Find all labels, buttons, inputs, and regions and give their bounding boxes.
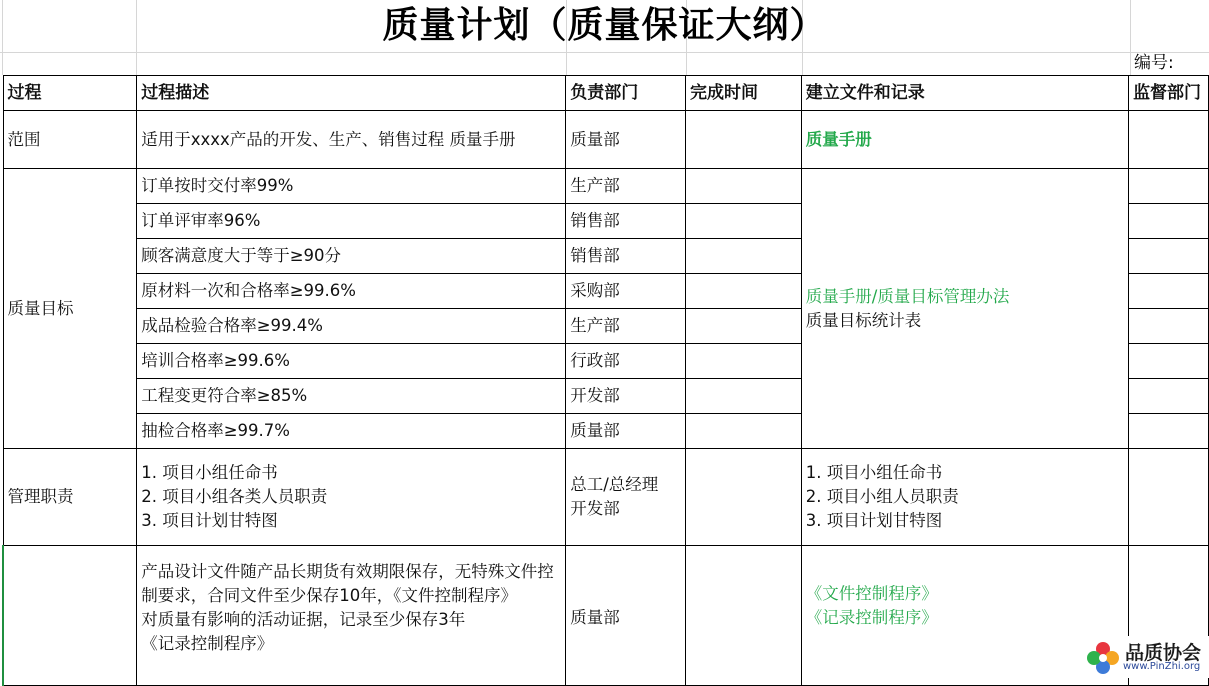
header-docs-records[interactable]: 建立文件和记录 (801, 76, 1128, 111)
cell-goal-desc[interactable]: 工程变更符合率≥85% (137, 379, 566, 414)
cell-process-scope[interactable]: 范围 (3, 111, 137, 169)
page-title: 质量计划（质量保证大纲） (382, 5, 827, 46)
cell-goal-desc[interactable]: 订单按时交付率99% (137, 169, 566, 204)
number-label: 编号: (1134, 53, 1174, 73)
cell-goal-dept[interactable]: 生产部 (566, 309, 686, 344)
cell-time-management[interactable] (686, 449, 802, 546)
docs-quality-goals-line2: 质量目标统计表 (805, 310, 922, 330)
cell-goal-time[interactable] (686, 344, 802, 379)
cell-goal-desc[interactable]: 抽检合格率≥99.7% (137, 414, 566, 449)
header-description[interactable]: 过程描述 (137, 76, 566, 111)
cell-docs-scope[interactable]: 质量手册 (801, 111, 1128, 169)
cell-goal-desc[interactable]: 订单评审率96% (137, 204, 566, 239)
cell-docs-management[interactable]: 1. 项目小组任命书 2. 项目小组人员职责 3. 项目计划甘特图 (801, 449, 1128, 546)
cell-goal-time[interactable] (686, 204, 802, 239)
cell-supervision-management[interactable] (1129, 449, 1209, 546)
table-row-goal (3, 169, 1209, 204)
logo-name: 品质协会 (1125, 642, 1202, 664)
header-responsible-dept[interactable]: 负责部门 (566, 76, 686, 111)
cell-goal-dept[interactable]: 采购部 (566, 274, 686, 309)
table-row-scope (3, 111, 1209, 169)
cell-goal-supervision[interactable] (1129, 239, 1209, 274)
cell-goal-supervision[interactable] (1129, 379, 1209, 414)
cell-docs-quality-goals[interactable] (801, 169, 1128, 449)
cell-goal-desc[interactable]: 成品检验合格率≥99.4% (137, 309, 566, 344)
cell-goal-time[interactable] (686, 309, 802, 344)
logo-url: www.PinZhi.org (1123, 661, 1201, 672)
cell-goal-dept[interactable]: 质量部 (566, 414, 686, 449)
cell-goal-supervision[interactable] (1129, 204, 1209, 239)
cell-dept-scope[interactable]: 质量部 (566, 111, 686, 169)
cell-goal-supervision[interactable] (1129, 274, 1209, 309)
header-supervision-dept[interactable]: 监督部门 (1129, 76, 1209, 111)
cell-goal-time[interactable] (686, 169, 802, 204)
cell-goal-dept[interactable]: 生产部 (566, 169, 686, 204)
cell-goal-dept[interactable]: 行政部 (566, 344, 686, 379)
cell-time-scope[interactable] (686, 111, 802, 169)
cell-dept-documents[interactable]: 质量部 (566, 546, 686, 686)
cell-time-documents[interactable] (686, 546, 802, 686)
cell-goal-time[interactable] (686, 414, 802, 449)
cell-goal-supervision[interactable] (1129, 414, 1209, 449)
cell-process-documents[interactable] (3, 546, 137, 686)
cell-goal-time[interactable] (686, 274, 802, 309)
header-completion-time[interactable]: 完成时间 (686, 76, 802, 111)
cell-description-management[interactable]: 1. 项目小组任命书 2. 项目小组各类人员职责 3. 项目计划甘特图 (137, 449, 566, 546)
table-header-row (3, 76, 1209, 111)
cell-supervision-scope[interactable] (1129, 111, 1209, 169)
cell-goal-dept[interactable]: 销售部 (566, 239, 686, 274)
cell-process-quality-goals[interactable]: 质量目标 (3, 169, 137, 449)
cell-docs-documents[interactable]: 《文件控制程序》 《记录控制程序》 (801, 546, 1128, 686)
header-process[interactable]: 过程 (3, 76, 137, 111)
cell-goal-supervision[interactable] (1129, 344, 1209, 379)
cell-goal-supervision[interactable] (1129, 169, 1209, 204)
quality-plan-table (2, 75, 1209, 686)
cell-description-documents[interactable]: 产品设计文件随产品长期货有效期限保存，无特殊文件控制要求，合同文件至少保存10年，《文件控制程序》 对质量有影响的活动证据，记录至少保存3年 《记录控制程序》 (137, 546, 566, 686)
cell-goal-supervision[interactable] (1129, 309, 1209, 344)
cell-goal-desc[interactable]: 培训合格率≥99.6% (137, 344, 566, 379)
watermark-logo (1083, 636, 1209, 678)
docs-quality-goals-line1: 质量手册/质量目标管理办法 (805, 286, 1010, 306)
cell-dept-management[interactable]: 总工/总经理 开发部 (566, 449, 686, 546)
cell-goal-desc[interactable]: 顾客满意度大于等于≥90分 (137, 239, 566, 274)
cell-goal-desc[interactable]: 原材料一次和合格率≥99.6% (137, 274, 566, 309)
cell-goal-time[interactable] (686, 239, 802, 274)
table-row-management (3, 449, 1209, 546)
cell-goal-dept[interactable]: 开发部 (566, 379, 686, 414)
cell-goal-dept[interactable]: 销售部 (566, 204, 686, 239)
flower-logo-icon (1083, 638, 1123, 678)
table-row-documents (3, 546, 1209, 686)
cell-process-management[interactable]: 管理职责 (3, 449, 137, 546)
cell-description-scope[interactable]: 适用于xxxx产品的开发、生产、销售过程 质量手册 (137, 111, 566, 169)
cell-goal-time[interactable] (686, 379, 802, 414)
